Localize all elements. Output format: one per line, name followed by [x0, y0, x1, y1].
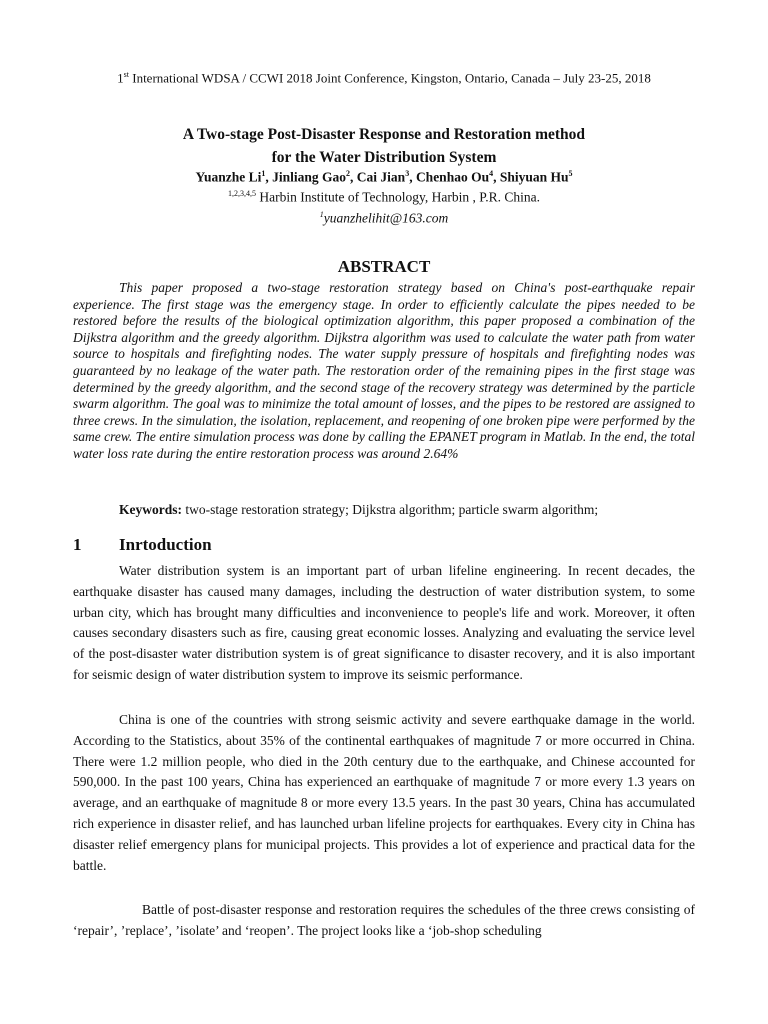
- author-sup: 2: [346, 169, 351, 178]
- author-list: [0, 169, 768, 186]
- conference-text: International WDSA / CCWI 2018 Joint Conference, Kingston, Ontario, Canada – July 23-25, 2018: [128, 70, 651, 86]
- author-sep: ,: [265, 169, 273, 185]
- conference-header: [0, 70, 768, 86]
- affiliation-sup: 1,2,3,4,5: [227, 189, 256, 198]
- conference-ordinal-suffix: st: [123, 70, 129, 79]
- author-email: [0, 210, 768, 227]
- body-paragraph: Battle of post-disaster response and restoration requires the schedules of the three crews consisting of ‘repair’, ’replace’, ’isolate’ and ‘reopen’. The project looks like a ‘job-shop scheduling: [73, 902, 695, 938]
- author-sep: ,: [493, 169, 500, 185]
- author-name: Chenhao Ou: [415, 169, 490, 185]
- author-sup: 5: [568, 169, 573, 178]
- section-title: Inrtoduction: [119, 535, 212, 554]
- author-sup: 1: [261, 169, 266, 178]
- conference-ordinal: 1: [117, 70, 124, 86]
- title-line-1: A Two-stage Post-Disaster Response and Restoration method: [182, 126, 586, 143]
- email-text: yuanzhelihit@163.com: [323, 210, 449, 226]
- author-sep: ,: [350, 169, 357, 185]
- abstract-heading: ABSTRACT: [337, 257, 431, 276]
- author-name: Yuanzhe Li: [195, 169, 262, 185]
- author-sup: 4: [489, 169, 494, 178]
- affiliation-text: Harbin Institute of Technology, Harbin , P.R. China.: [255, 189, 541, 205]
- keywords: [119, 502, 699, 518]
- author-name: Cai Jian: [356, 169, 406, 185]
- abstract-text: This paper proposed a two-stage restoration strategy based on China's post-earthquake repair experience. The first stage was the emergency stage. In order to efficiently calculate the pipes needed to be restored before the results of the biological optimization algorithm, this paper proposed a combination of the Dijkstra algorithm and the greedy algorithm. Dijkstra algorithm was used to calculate the water path from water source to hospitals and firefighting nodes. The water supply pressure of hospitals and firefighting nodes was guaranteed by no leakage of the water path. The restoration order of the remaining pipes in the first stage was determined by the greedy algorithm, and the second stage of the recovery strategy was determined by the particle swarm algorithm. The goal was to minimize the total amount of losses, and the pipes to be restored are assigned to three crews. In the simulation, the isolation, replacement, and reopening of one broken pipe were performed by the same crew. The entire simulation process was done by calling the EPANET program in Matlab. In the end, the total water loss rate during the entire restoration process was around 2.64%: [73, 280, 695, 461]
- author-name: Shiyuan Hu: [499, 169, 569, 185]
- keywords-text: two-stage restoration strategy; Dijkstra algorithm; particle swarm algorithm;: [182, 502, 599, 517]
- title-line-2: for the Water Distribution System: [271, 149, 497, 166]
- author-sup: 3: [405, 169, 410, 178]
- author-sep: ,: [409, 169, 416, 185]
- affiliation: [0, 189, 768, 206]
- keywords-label: Keywords:: [119, 502, 182, 517]
- section-number: 1: [73, 535, 82, 554]
- author-name: Jinliang Gao: [272, 169, 347, 185]
- section-heading: [73, 535, 212, 555]
- email-sup: 1: [319, 210, 324, 219]
- paper-title: [0, 123, 768, 169]
- body-paragraph: China is one of the countries with strong seismic activity and severe earthquake damage in the world. According to the Statistics, about 35% of the continental earthquakes of magnitude 7 or more occurred in China. There were 1.2 million people, who died in the 20th century due to the earthquake, and Chinese accounted for 590,000. In the past 100 years, China has experienced an earthquake of magnitude 7 or more every 1.3 years on average, and an earthquake of magnitude 8 or more every 13.5 years. In the past 30 years, China has accumulated rich experience in disaster relief, and has launched urban lifeline projects for earthquakes. Every city in China has disaster relief emergency plans for municipal projects. This provides a lot of experience and practical data for the battle.: [73, 712, 695, 873]
- body-paragraph: Water distribution system is an important part of urban lifeline engineering. In recent decades, the earthquake disaster has caused many damages, including the destruction of water distribution system, to some urban city, which has brought many difficulties and inconvenience to people's life and work. Moreover, it often causes secondary disasters such as fire, causing great economic losses. Analyzing and evaluating the service level of the post-disaster water distribution system is of great significance to disaster recovery, and it is also important for seismic design of water distribution system to improve its seismic performance.: [73, 563, 695, 682]
